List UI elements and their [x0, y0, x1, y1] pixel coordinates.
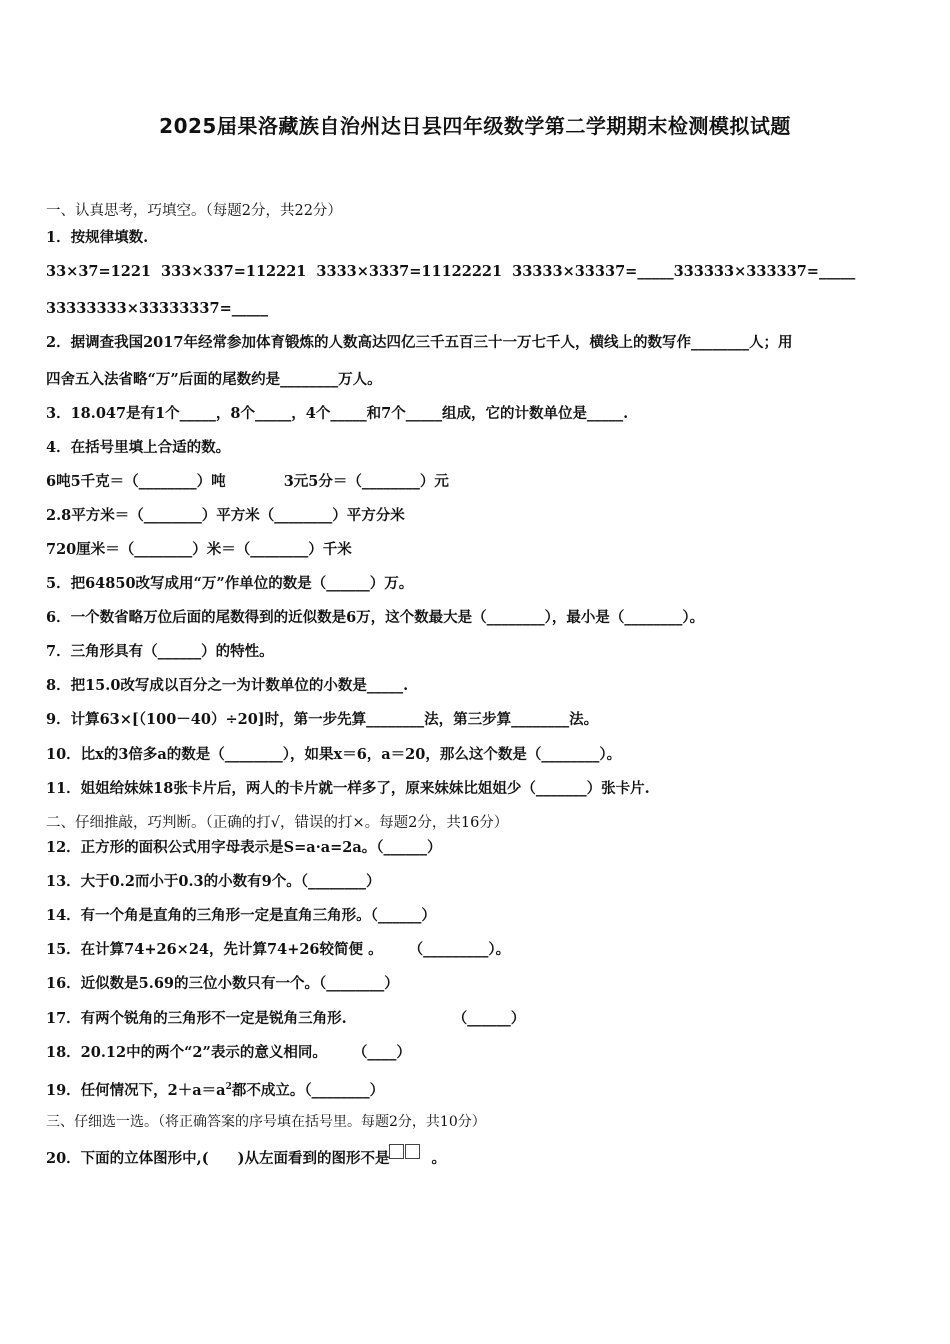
q18-line — [46, 1043, 411, 1063]
q6: 6．一个数省略万位后面的尾数得到的近似数是6万，这个数最大是（________），最小是（________）。 — [46, 609, 705, 626]
q19-post: 都不成立。（________） — [231, 1081, 385, 1099]
q17-text: 17．有两个锐角的三角形不一定是锐角三角形. — [46, 1010, 347, 1027]
q1-seq-5: 333333×333337=_____ — [673, 263, 856, 280]
q15-blank: （_________）。 — [408, 941, 511, 958]
section-1-heading: 一、认真思考，巧填空。（每题2分，共22分） — [46, 203, 342, 219]
q4-stem: 4．在括号里填上合适的数。 — [46, 439, 231, 456]
q4-row-b: 2.8平方米＝（________）平方米（________）平方分米 — [46, 507, 405, 524]
two-squares-figure — [389, 1144, 421, 1160]
q20-line — [46, 1149, 446, 1169]
q10: 10．比x的3倍多a的数是（________），如果x＝6，a＝20，那么这个数是（________）。 — [46, 746, 622, 763]
q20-end: 。 — [431, 1150, 446, 1167]
q18-blank: （____） — [352, 1044, 411, 1061]
q1-sequence-line — [46, 262, 855, 282]
q8: 8．把15.0改写成以百分之一为计数单位的小数是_____. — [46, 677, 409, 694]
q19-superscript: 2 — [225, 1082, 232, 1092]
q18-text: 18．20.12中的两个“2”表示的意义相同。 — [46, 1044, 327, 1061]
section-2-heading: 二、仔细推敲，巧判断。（正确的打√，错误的打×。每题2分，共16分） — [46, 815, 509, 831]
q20-text: 20．下面的立体图形中,( )从左面看到的图形不是 — [46, 1150, 390, 1167]
q14: 14．有一个角是直角的三角形一定是直角三角形。（______） — [46, 907, 436, 924]
q16: 16．近似数是5.69的三位小数只有一个。（________） — [46, 975, 399, 992]
q1-seq-4: 33333×33337=_____ — [512, 263, 674, 280]
q12: 12．正方形的面积公式用字母表示是S=a·a=2a。（______） — [46, 839, 442, 856]
q4-a2: 3元5分＝（________）元 — [283, 473, 449, 490]
q2-line-1: 2．据调查我国2017年经常参加体育锻炼的人数高达四亿三千五百三十一万七千人，横线上的数写作________人；用 — [46, 334, 793, 351]
q15-line — [46, 940, 510, 960]
q1-stem: 1．按规律填数. — [46, 229, 149, 246]
q13: 13．大于0.2而小于0.3的小数有9个。（________） — [46, 873, 381, 890]
q17-line — [46, 1009, 525, 1029]
q17-blank: （______） — [452, 1010, 526, 1027]
q19 — [46, 1077, 384, 1101]
page-title: 2025届果洛藏族自治州达日县四年级数学第二学期期末检测模拟试题 — [159, 114, 791, 138]
q4-a1: 6吨5千克＝（________）吨 — [46, 473, 226, 490]
q1-seq-2: 333×337=112221 — [161, 263, 307, 280]
q11: 11．姐姐给妹妹18张卡片后，两人的卡片就一样多了，原来妹妹比姐姐少（_______）张卡片. — [46, 780, 650, 797]
q9: 9．计算63×[（100－40）÷20]时，第一步先算________法，第三步算________法。 — [46, 711, 599, 728]
q1-seq-3: 3333×3337=11122221 — [316, 263, 503, 280]
q7: 7．三角形具有（______）的特性。 — [46, 643, 274, 660]
q1-seq-6: 33333333×33333337=_____ — [46, 300, 268, 317]
section-3-heading: 三、仔细选一选。（将正确答案的序号填在括号里。每题2分，共10分） — [46, 1114, 486, 1130]
q4-row-a — [46, 472, 449, 492]
q19-pre: 19．任何情况下，2＋a＝a — [46, 1081, 226, 1099]
q3: 3．18.047是有1个_____，8个_____，4个_____和7个_____组成，它的计数单位是_____. — [46, 405, 629, 422]
q4-row-c: 720厘米＝（________）米＝（________）千米 — [46, 541, 352, 558]
q5: 5．把64850改写成用“万”作单位的数是（______）万。 — [46, 575, 414, 592]
q2-line-2: 四舍五入法省略“万”后面的尾数约是________万人。 — [46, 371, 382, 388]
q1-seq-1: 33×37=1221 — [46, 263, 152, 280]
q15-text: 15．在计算74+26×24，先计算74+26较简便 。 — [46, 941, 383, 958]
